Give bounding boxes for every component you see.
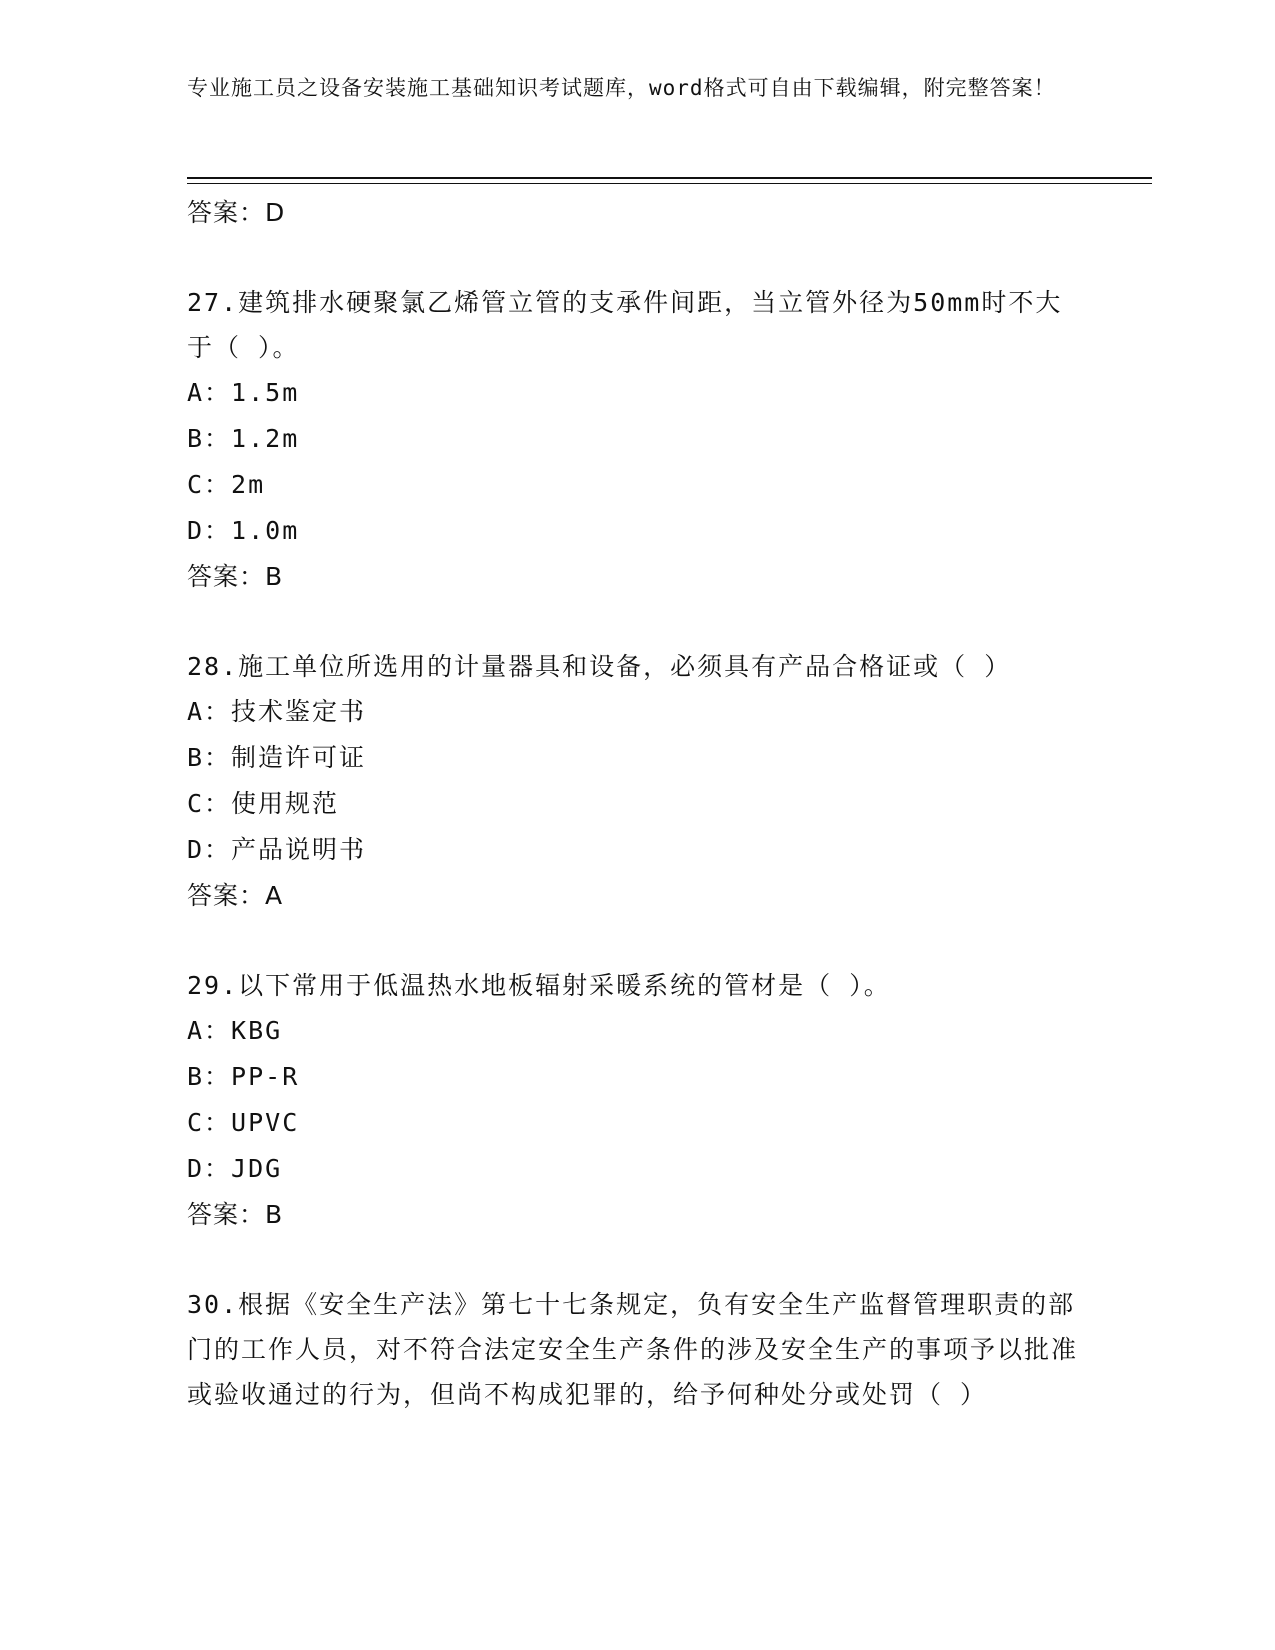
option-d: D：1.0m xyxy=(187,516,300,545)
question-list xyxy=(187,190,1087,1417)
header-divider xyxy=(187,177,1152,179)
option-a: A：KBG xyxy=(187,1016,283,1045)
question-30 xyxy=(187,1282,1087,1417)
question-stem: 29.以下常用于低温热水地板辐射采暖系统的管材是（ ）。 xyxy=(187,971,891,1000)
option-c: C：使用规范 xyxy=(187,789,340,818)
answer-line: 答案：B xyxy=(187,1200,284,1229)
option-d: D：产品说明书 xyxy=(187,835,367,864)
option-c: C：UPVC xyxy=(187,1108,300,1137)
option-b: B：1.2m xyxy=(187,424,300,453)
question-stem: 28.施工单位所选用的计量器具和设备，必须具有产品合格证或（ ） xyxy=(187,652,1012,681)
option-a: A：技术鉴定书 xyxy=(187,697,367,726)
option-b: B：PP-R xyxy=(187,1062,300,1091)
answer-line: 答案：B xyxy=(187,562,284,591)
question-stem: 27.建筑排水硬聚氯乙烯管立管的支承件间距，当立管外径为50mm时不大于（ ）。 xyxy=(187,288,1063,362)
option-d: D：JDG xyxy=(187,1154,283,1183)
question-29 xyxy=(187,963,1087,1238)
option-b: B：制造许可证 xyxy=(187,743,367,772)
document-header: 专业施工员之设备安装施工基础知识考试题库，word格式可自由下载编辑，附完整答案！ xyxy=(187,76,1056,100)
question-27 xyxy=(187,280,1087,600)
question-28 xyxy=(187,644,1087,919)
answer-line: 答案：A xyxy=(187,881,284,910)
option-c: C：2m xyxy=(187,470,266,499)
answer-line: 答案：D xyxy=(187,198,286,227)
question-stem: 30.根据《安全生产法》第七十七条规定，负有安全生产监督管理职责的部门的工作人员，对不符合法定安全生产条件的涉及安全生产的事项予以批准或验收通过的行为，但尚不构成犯罪的，给予何种处分或处罚（ ） xyxy=(187,1290,1079,1409)
header-divider-thin xyxy=(187,183,1152,184)
option-a: A：1.5m xyxy=(187,378,300,407)
